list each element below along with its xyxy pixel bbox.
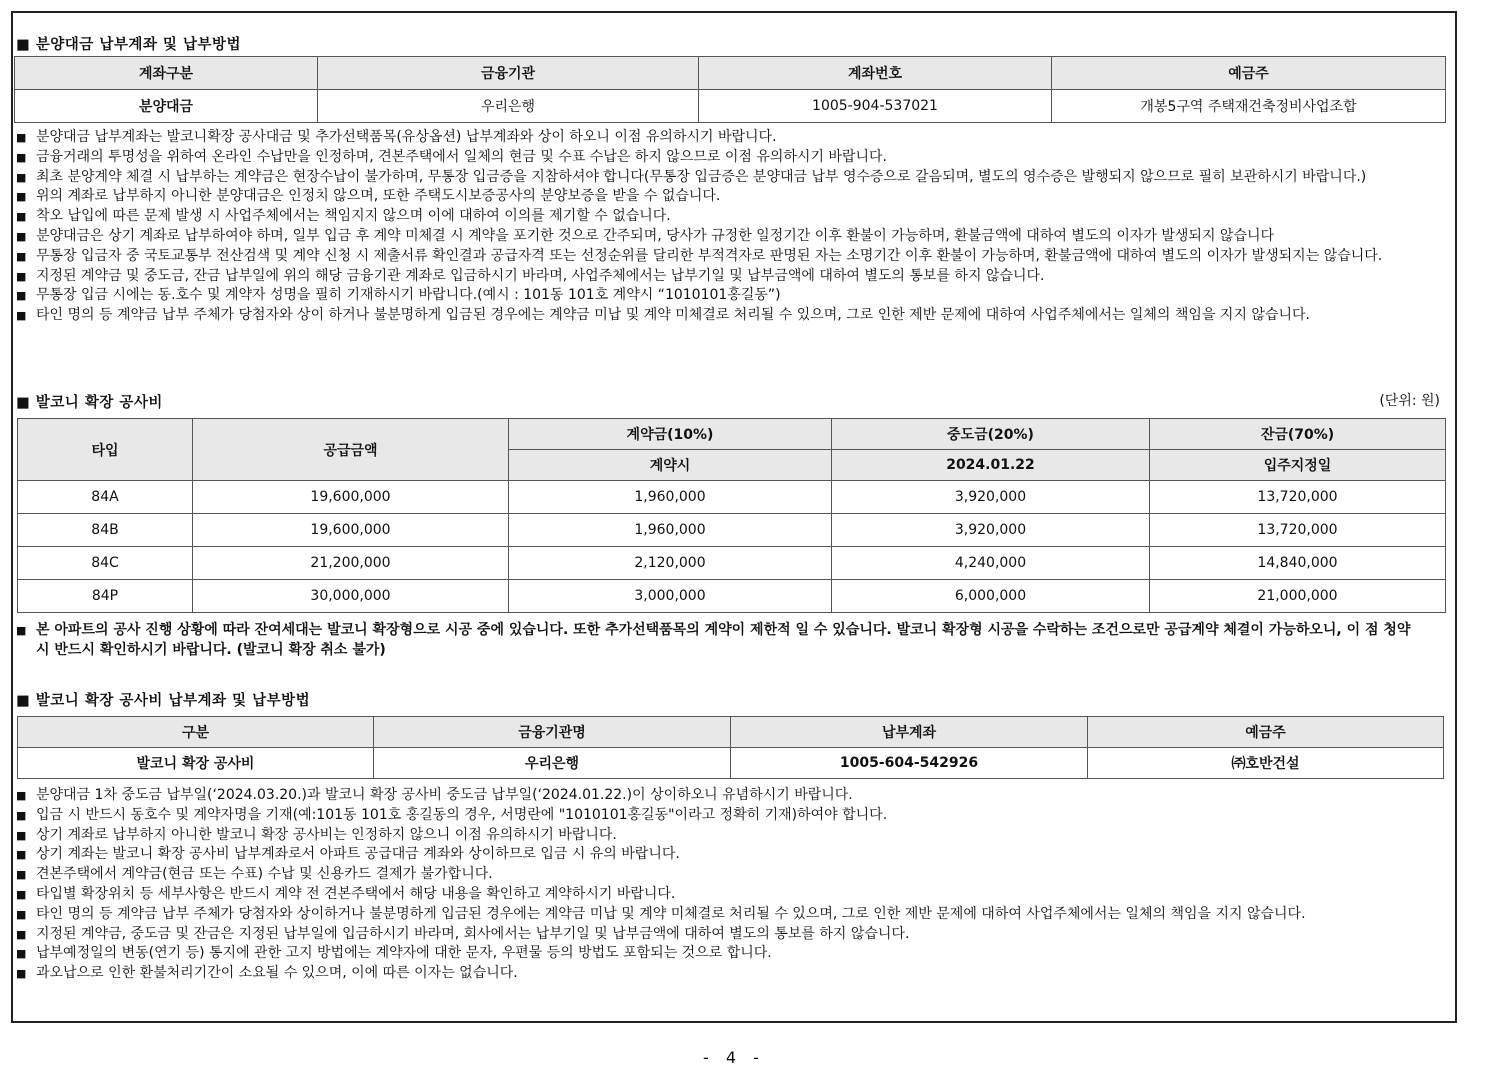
- cell-supply: 21,200,000: [193, 547, 509, 580]
- list-item: ■ 타입별 확장위치 등 세부사항은 반드시 계약 전 견본주택에서 해당 내용을 확인하고 계약하시기 바랍니다.: [16, 885, 1426, 905]
- cell-supply: 19,600,000: [193, 514, 509, 547]
- cell-type: 84P: [18, 580, 193, 613]
- col-header-middle: 중도금(20%): [832, 419, 1150, 450]
- balcony-account-table: [17, 716, 1444, 779]
- cell-deposit: 1,960,000: [509, 514, 832, 547]
- col-header-balance: 잔금(70%): [1150, 419, 1446, 450]
- list-item: ■ 타인 명의 등 계약금 납부 주체가 당첨자와 상이 하거나 불분명하게 입금된 경우에는 계약금 미납 및 계약 미체결로 처리될 수 있으며, 그로 인한 제반 문제에 대하여 사업주체에서는 일체의 책임을 지지 않습니다.: [16, 306, 1426, 326]
- cell-type: 84A: [18, 481, 193, 514]
- list-item: ■ 무통장 입금자 중 국토교통부 전산검색 및 계약 신청 시 제출서류 확인결과 공급자격 또는 선정순위를 달리한 부적격자로 판명된 자는 소명기간 이후 환불이 가능하며, 환불금액에 대하여 별도의 이자가 발생되지는 않습니다.: [16, 247, 1426, 267]
- table-row: [18, 514, 1446, 547]
- col-header-middle-when: 2024.01.22: [832, 450, 1150, 481]
- list-item: ■ 금융거래의 투명성을 위하여 온라인 수납만을 인정하며, 견본주택에서 일체의 현금 및 수표 수납은 하지 않으므로 이점 유의하시기 바랍니다.: [16, 148, 1426, 168]
- col-header-holder: 예금주: [1088, 717, 1444, 748]
- cell-deposit: 1,960,000: [509, 481, 832, 514]
- list-item: ■ 분양대금 1차 중도금 납부일(‘2024.03.20.)과 발코니 확장 공사비 중도금 납부일(‘2024.01.22.)이 상이하오니 유념하시기 바랍니다.: [16, 786, 1426, 806]
- list-item: ■ 상기 계좌로 납부하지 아니한 발코니 확장 공사비는 인정하지 않으니 이점 유의하시기 바랍니다.: [16, 826, 1426, 846]
- col-header-supply: 공급금액: [193, 419, 509, 481]
- section-title-balcony-account: ■ 발코니 확장 공사비 납부계좌 및 납부방법: [16, 693, 311, 709]
- cell-supply: 19,600,000: [193, 481, 509, 514]
- cell-middle: 3,920,000: [832, 481, 1150, 514]
- cell-payment-account: 1005-604-542926: [731, 748, 1088, 779]
- col-header-bank: 금융기관: [318, 57, 699, 90]
- unit-label: (단위: 원): [1379, 393, 1440, 409]
- balcony-payment-notes-list: [16, 786, 1426, 984]
- cell-category: 발코니 확장 공사비: [18, 748, 374, 779]
- cell-holder: 개봉5구역 주택재건축정비사업조합: [1052, 90, 1446, 123]
- col-header-category: 구분: [18, 717, 374, 748]
- list-item: ■ 본 아파트의 공사 진행 상황에 따라 잔여세대는 발코니 확장형으로 시공 중에 있습니다. 또한 추가선택품목의 계약이 제한적 일 수 있습니다. 발코니 확장형 시공을 수락하는 조건으로만 공급계약 체결이 가능하오니, 이 점 청약 시 반드시 확인하시기 바랍니다. (발코니 확장 취소 불가): [16, 621, 1426, 661]
- cell-balance: 14,840,000: [1150, 547, 1446, 580]
- table-row: [18, 481, 1446, 514]
- col-header-balance-when: 입주지정일: [1150, 450, 1446, 481]
- list-item: ■ 착오 납입에 따른 문제 발생 시 사업주체에서는 책임지지 않으며 이에 대하여 이의를 제기할 수 없습니다.: [16, 207, 1426, 227]
- cell-balance: 13,720,000: [1150, 514, 1446, 547]
- cell-deposit: 2,120,000: [509, 547, 832, 580]
- cell-deposit: 3,000,000: [509, 580, 832, 613]
- balcony-cost-table: [17, 418, 1446, 613]
- cell-bank-name: 우리은행: [374, 748, 731, 779]
- cell-type: 84C: [18, 547, 193, 580]
- list-item: ■ 견본주택에서 계약금(현금 또는 수표) 수납 및 신용카드 결제가 불가합니다.: [16, 865, 1426, 885]
- page-number: - 4 -: [703, 1048, 765, 1067]
- col-header-type: 타입: [18, 419, 193, 481]
- cell-bank: 우리은행: [318, 90, 699, 123]
- cell-balance: 21,000,000: [1150, 580, 1446, 613]
- section-title-balcony-cost: ■ 발코니 확장 공사비: [16, 395, 163, 411]
- list-item: ■ 납부예정일의 변동(연기 등) 통지에 관한 고지 방법에는 계약자에 대한 문자, 우편물 등의 방법도 포함되는 것으로 합니다.: [16, 944, 1426, 964]
- list-item: ■ 과오납으로 인한 환불처리기간이 소요될 수 있으며, 이에 따른 이자는 없습니다.: [16, 964, 1426, 984]
- cell-middle: 4,240,000: [832, 547, 1150, 580]
- list-item: ■ 무통장 입금 시에는 동.호수 및 계약자 성명을 필히 기재하시기 바랍니다.(예시 : 101동 101호 계약시 “1010101홍길동”): [16, 286, 1426, 306]
- cell-account-type: 분양대금: [15, 90, 318, 123]
- balcony-emphasis-notes: [16, 621, 1426, 661]
- cell-middle: 6,000,000: [832, 580, 1150, 613]
- payment-notes-list: [16, 128, 1426, 326]
- list-item: ■ 상기 계좌는 발코니 확장 공사비 납부계좌로서 아파트 공급대금 계좌와 상이하므로 입금 시 유의 바랍니다.: [16, 845, 1426, 865]
- col-header-deposit: 계약금(10%): [509, 419, 832, 450]
- cell-account-number: 1005-904-537021: [699, 90, 1052, 123]
- list-item: ■ 분양대금 납부계좌는 발코니확장 공사대금 및 추가선택품목(유상옵션) 납부계좌와 상이 하오니 이점 유의하시기 바랍니다.: [16, 128, 1426, 148]
- cell-middle: 3,920,000: [832, 514, 1150, 547]
- list-item: ■ 최초 분양계약 체결 시 납부하는 계약금은 현장수납이 불가하며, 무통장 입금증을 지참하셔야 합니다(무통장 입금증은 분양대금 납부 영수증으로 갈음되며, 별도의 영수증은 발행되지 않으므로 필히 보관하시기 바랍니다.): [16, 168, 1426, 188]
- col-header-holder: 예금주: [1052, 57, 1446, 90]
- cell-holder: ㈜호반건설: [1088, 748, 1444, 779]
- section-title-payment-account: ■ 분양대금 납부계좌 및 납부방법: [16, 37, 241, 53]
- col-header-account-type: 계좌구분: [15, 57, 318, 90]
- list-item: ■ 위의 계좌로 납부하지 아니한 분양대금은 인정치 않으며, 또한 주택도시보증공사의 분양보증을 받을 수 없습니다.: [16, 187, 1426, 207]
- col-header-deposit-when: 계약시: [509, 450, 832, 481]
- cell-balance: 13,720,000: [1150, 481, 1446, 514]
- cell-supply: 30,000,000: [193, 580, 509, 613]
- list-item: ■ 타인 명의 등 계약금 납부 주체가 당첨자와 상이하거나 불분명하게 입금된 경우에는 계약금 미납 및 계약 미체결로 처리될 수 있으며, 그로 인한 제반 문제에 대하여 사업주체에서는 일체의 책임을 지지 않습니다.: [16, 905, 1426, 925]
- col-header-bank-name: 금융기관명: [374, 717, 731, 748]
- cell-type: 84B: [18, 514, 193, 547]
- table-row: [18, 547, 1446, 580]
- list-item: ■ 입금 시 반드시 동호수 및 계약자명을 기재(예:101동 101호 홍길동의 경우, 서명란에 "1010101홍길동"이라고 정확히 기재)하여야 합니다.: [16, 806, 1426, 826]
- list-item: ■ 지정된 계약금 및 중도금, 잔금 납부일에 위의 해당 금융기관 계좌로 입금하시기 바라며, 사업주체에서는 납부기일 및 납부금액에 대하여 별도의 통보를 하지 않습니다.: [16, 267, 1426, 287]
- payment-account-table: [14, 56, 1446, 123]
- col-header-account-number: 계좌번호: [699, 57, 1052, 90]
- col-header-payment-account: 납부계좌: [731, 717, 1088, 748]
- list-item: ■ 지정된 계약금, 중도금 및 잔금은 지정된 납부일에 입금하시기 바라며, 회사에서는 납부기일 및 납부금액에 대하여 별도의 통보를 하지 않습니다.: [16, 925, 1426, 945]
- table-row: [18, 580, 1446, 613]
- list-item: ■ 분양대금은 상기 계좌로 납부하여야 하며, 일부 입금 후 계약 미체결 시 계약을 포기한 것으로 간주되며, 당사가 규정한 일정기간 이후 환불이 가능하며, 환불금액에 대하여 별도의 이자가 발생되지 않습니다: [16, 227, 1426, 247]
